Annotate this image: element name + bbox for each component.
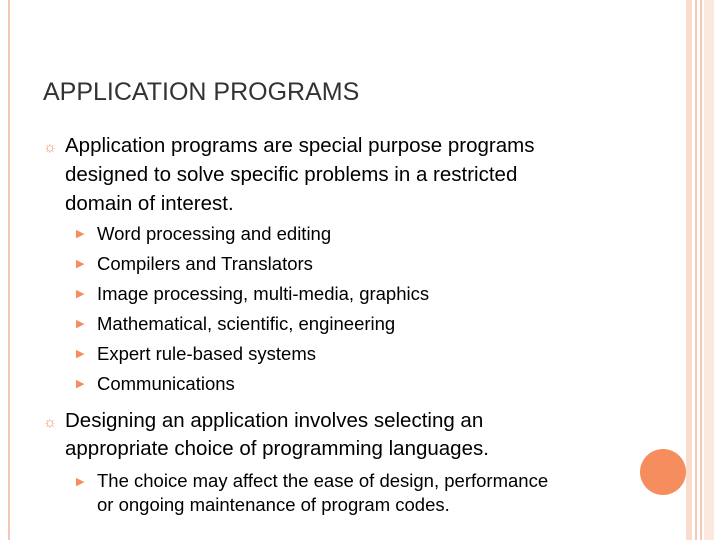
arrow-bullet-icon: ▶ — [76, 348, 85, 360]
frame-band-outer — [686, 0, 692, 540]
bullet-2-line-2: appropriate choice of programming languages. — [65, 437, 489, 460]
sub-item-2: Compilers and Translators — [97, 253, 313, 274]
arrow-bullet-icon: ▶ — [76, 318, 85, 330]
bullet-1-line-1: Application programs are special purpose programs — [65, 134, 535, 157]
sub-item-3: Image processing, multi-media, graphics — [97, 283, 430, 304]
frame-band-inner — [704, 0, 714, 540]
arrow-bullet-icon: ▶ — [76, 228, 85, 240]
arrow-bullet-icon: ▶ — [76, 378, 85, 390]
sub-item-4: Mathematical, scientific, engineering — [97, 313, 396, 334]
sub-item-7-line-2: or ongoing maintenance of program codes. — [97, 494, 450, 515]
sub-item-1: Word processing and editing — [97, 223, 332, 244]
sub-item-6: Communications — [97, 373, 235, 394]
bullet-1-line-3: domain of interest. — [65, 192, 234, 215]
accent-circle — [640, 449, 686, 495]
right-frame-decoration — [686, 0, 720, 540]
sun-bullet-icon: ☼ — [43, 414, 57, 431]
frame-line-2 — [700, 0, 702, 540]
bullet-1-line-2: designed to solve specific problems in a restricted — [65, 163, 518, 186]
frame-line-1 — [695, 0, 697, 540]
arrow-bullet-icon: ▶ — [76, 258, 85, 270]
slide-title: APPLICATION PROGRAMS — [43, 78, 360, 106]
arrow-bullet-icon: ▶ — [76, 288, 85, 300]
sun-bullet-icon: ☼ — [43, 139, 57, 156]
sub-item-5: Expert rule-based systems — [97, 343, 317, 364]
bullet-2-line-1: Designing an application involves selecting an — [65, 409, 484, 432]
left-frame-line — [0, 0, 10, 540]
arrow-bullet-icon: ▶ — [76, 476, 85, 488]
sub-item-7-line-1: The choice may affect the ease of design, performance — [97, 470, 549, 491]
